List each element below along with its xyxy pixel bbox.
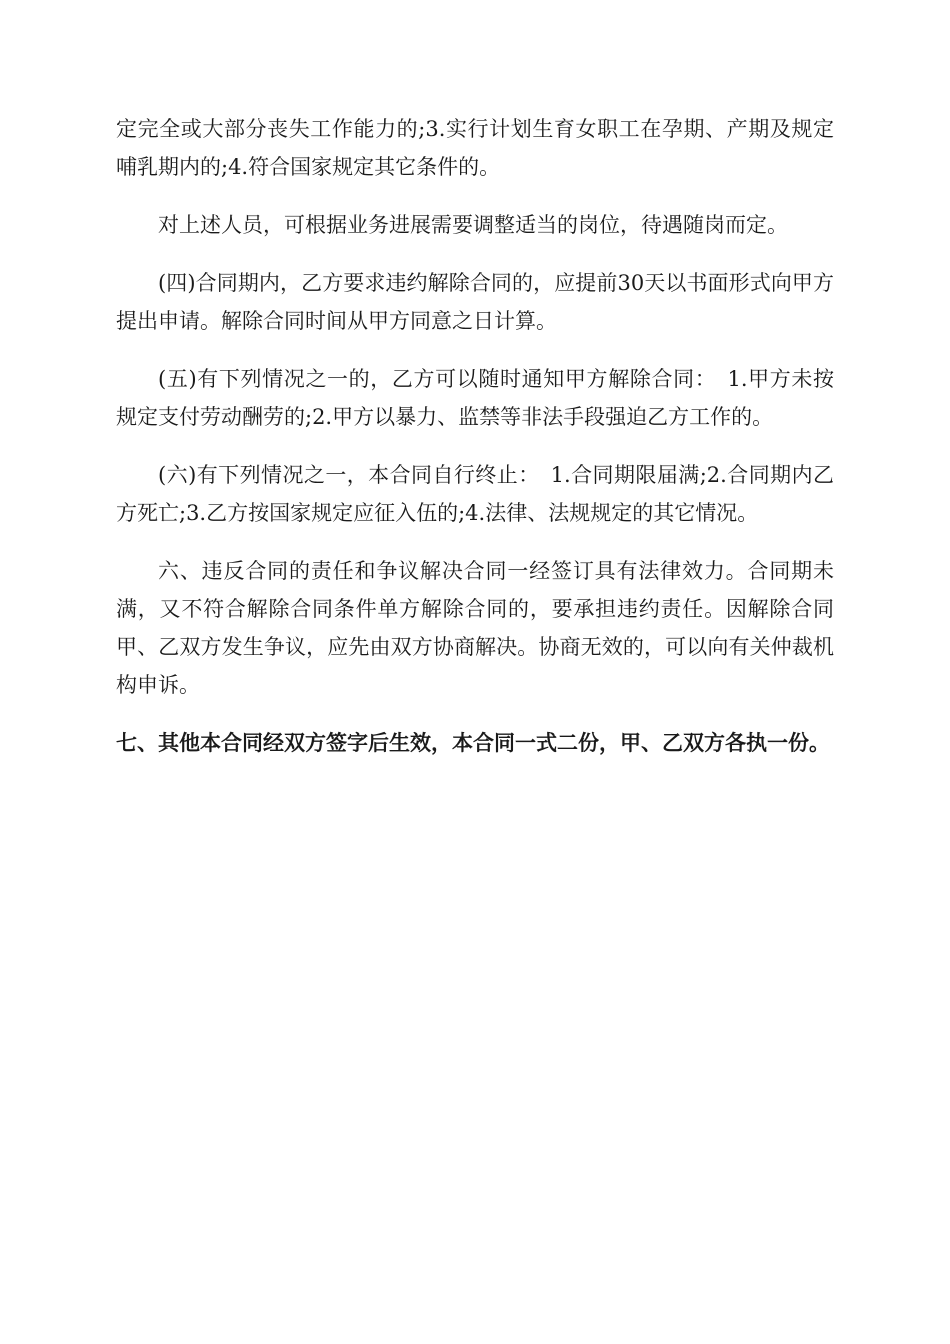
paragraph-termination-conditions-continued: 定完全或大部分丧失工作能力的;3.实行计划生育女职工在孕期、产期及规定哺乳期内的;4.符合国家规定其它条件的。 [116,117,834,179]
paragraph-section-7-other: 七、其他本合同经双方签字后生效，本合同一式二份，甲、乙双方各执一份。 [116,730,830,755]
paragraph-section-6-liability: 六、违反合同的责任和争议解决合同一经签订具有法律效力。合同期未满，又不符合解除合同条件单方解除合同的，要承担违约责任。因解除合同甲、乙双方发生争议，应先由双方协商解决。协商无效的，可以向有关仲裁机构申诉。 [116,559,834,697]
paragraph-position-adjustment: 对上述人员，可根据业务进展需要调整适当的岗位，待遇随岗而定。 [158,213,788,237]
paragraph-clause-6: (六)有下列情况之一，本合同自行终止： 1.合同期限届满;2.合同期内乙方死亡;3.乙方按国家规定应征入伍的;4.法律、法规规定的其它情况。 [116,463,834,525]
paragraph-clause-5: (五)有下列情况之一的，乙方可以随时通知甲方解除合同： 1.甲方未按规定支付劳动酬劳的;2.甲方以暴力、监禁等非法手段强迫乙方工作的。 [116,367,834,429]
document-body [116,110,834,782]
paragraph-clause-4: (四)合同期内，乙方要求违约解除合同的，应提前30天以书面形式向甲方提出申请。解除合同时间从甲方同意之日计算。 [116,271,834,333]
